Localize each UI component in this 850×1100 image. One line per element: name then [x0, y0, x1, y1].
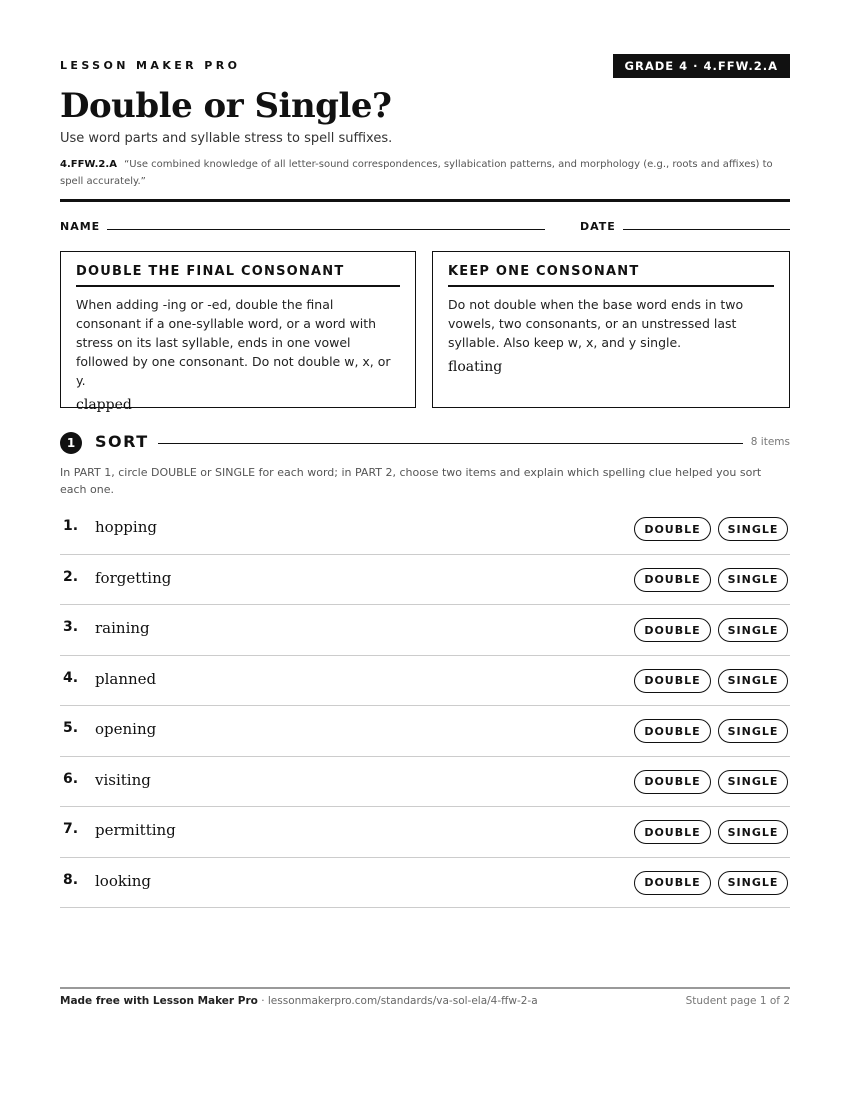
- page-indicator: Student page 1 of 2: [685, 995, 790, 1007]
- double-button[interactable]: DOUBLE: [634, 517, 711, 541]
- single-button[interactable]: SINGLE: [718, 618, 788, 642]
- top-bar: [60, 54, 790, 80]
- item-word: forgetting: [95, 568, 172, 587]
- name-label: NAME: [60, 220, 101, 233]
- item-word: permitting: [95, 821, 176, 839]
- name-line[interactable]: [107, 229, 545, 230]
- double-button[interactable]: DOUBLE: [634, 568, 711, 592]
- sort-item-list: [60, 504, 790, 908]
- section-title: SORT: [95, 432, 149, 451]
- date-label: DATE: [580, 220, 616, 233]
- double-button[interactable]: DOUBLE: [634, 820, 711, 844]
- section-number-badge: 1: [60, 432, 82, 454]
- item-word: opening: [95, 720, 157, 738]
- double-button[interactable]: DOUBLE: [634, 618, 711, 642]
- item-number: 8.: [63, 871, 79, 888]
- worksheet-title: Double or Single?: [60, 86, 392, 126]
- rule-heading-single: KEEP ONE CONSONANT: [448, 264, 774, 287]
- footer-made-with: Made free with Lesson Maker Pro: [60, 995, 258, 1007]
- header-divider: [60, 199, 790, 202]
- worksheet-subtitle: Use word parts and syllable stress to spell suffixes.: [60, 131, 393, 146]
- section-header: [60, 431, 790, 455]
- single-button[interactable]: SINGLE: [718, 719, 788, 743]
- footer-credit: [60, 995, 538, 1007]
- rule-example-single: floating: [448, 359, 503, 375]
- list-item: [60, 656, 790, 707]
- item-number: 2.: [63, 568, 79, 585]
- brand-name: LESSON MAKER PRO: [60, 59, 241, 72]
- list-item: [60, 807, 790, 858]
- double-button[interactable]: DOUBLE: [634, 770, 711, 794]
- item-word: hopping: [95, 518, 157, 536]
- date-line[interactable]: [623, 229, 790, 230]
- list-item: [60, 706, 790, 757]
- item-word: looking: [95, 871, 152, 890]
- single-button[interactable]: SINGLE: [718, 568, 788, 592]
- item-number: 6.: [63, 770, 79, 787]
- item-number: 5.: [63, 720, 79, 736]
- rule-box-single: [432, 251, 790, 408]
- list-item: [60, 757, 790, 808]
- double-button[interactable]: DOUBLE: [634, 719, 711, 743]
- double-button[interactable]: DOUBLE: [634, 871, 711, 895]
- list-item: [60, 605, 790, 656]
- worksheet-page: [60, 0, 790, 1100]
- single-button[interactable]: SINGLE: [718, 871, 788, 895]
- single-button[interactable]: SINGLE: [718, 770, 788, 794]
- item-number: 7.: [63, 821, 79, 837]
- standard-text: “Use combined knowledge of all letter-sound correspondences, syllabication patterns, and morphology (e.g., roots and affixes) to spell accurately.”: [60, 159, 773, 187]
- rule-heading-double: DOUBLE THE FINAL CONSONANT: [76, 264, 400, 287]
- single-button[interactable]: SINGLE: [718, 517, 788, 541]
- rule-box-double: [60, 251, 416, 413]
- item-count: 8 items: [750, 436, 790, 448]
- single-button[interactable]: SINGLE: [718, 669, 788, 693]
- single-button[interactable]: SINGLE: [718, 820, 788, 844]
- rule-body-single: Do not double when the base word ends in two vowels, two consonants, or an unstressed last syllable. Also keep w, x, and y single.: [448, 297, 744, 350]
- name-date-row: [60, 220, 790, 236]
- list-item: [60, 555, 790, 606]
- standard-code: 4.FFW.2.A: [60, 159, 117, 170]
- section-instructions: In PART 1, circle DOUBLE or SINGLE for each word; in PART 2, choose two items and explain which spelling clue helped you sort each one.: [60, 466, 762, 496]
- list-item: [60, 504, 790, 555]
- section-divider: [158, 443, 743, 444]
- item-word: raining: [95, 619, 150, 637]
- double-button[interactable]: DOUBLE: [634, 669, 711, 693]
- footer-divider: [60, 987, 790, 989]
- rule-example-double: clapped: [76, 397, 132, 413]
- grade-badge: GRADE 4 · 4.FFW.2.A: [613, 54, 790, 78]
- standard-description: [60, 156, 790, 190]
- item-word: visiting: [95, 770, 151, 789]
- item-number: 4.: [63, 669, 79, 686]
- item-word: planned: [95, 669, 157, 688]
- list-item: [60, 858, 790, 909]
- footer-url[interactable]: · lessonmakerpro.com/standards/va-sol-ela/4-ffw-2-a: [257, 995, 538, 1007]
- item-number: 3.: [63, 619, 79, 635]
- item-number: 1.: [63, 518, 79, 534]
- rule-body-double: When adding -ing or -ed, double the final consonant if a one-syllable word, or a word with stress on its last syllable, ends in one vowel followed by one consonant. Do not double w, x, or y.: [76, 297, 391, 388]
